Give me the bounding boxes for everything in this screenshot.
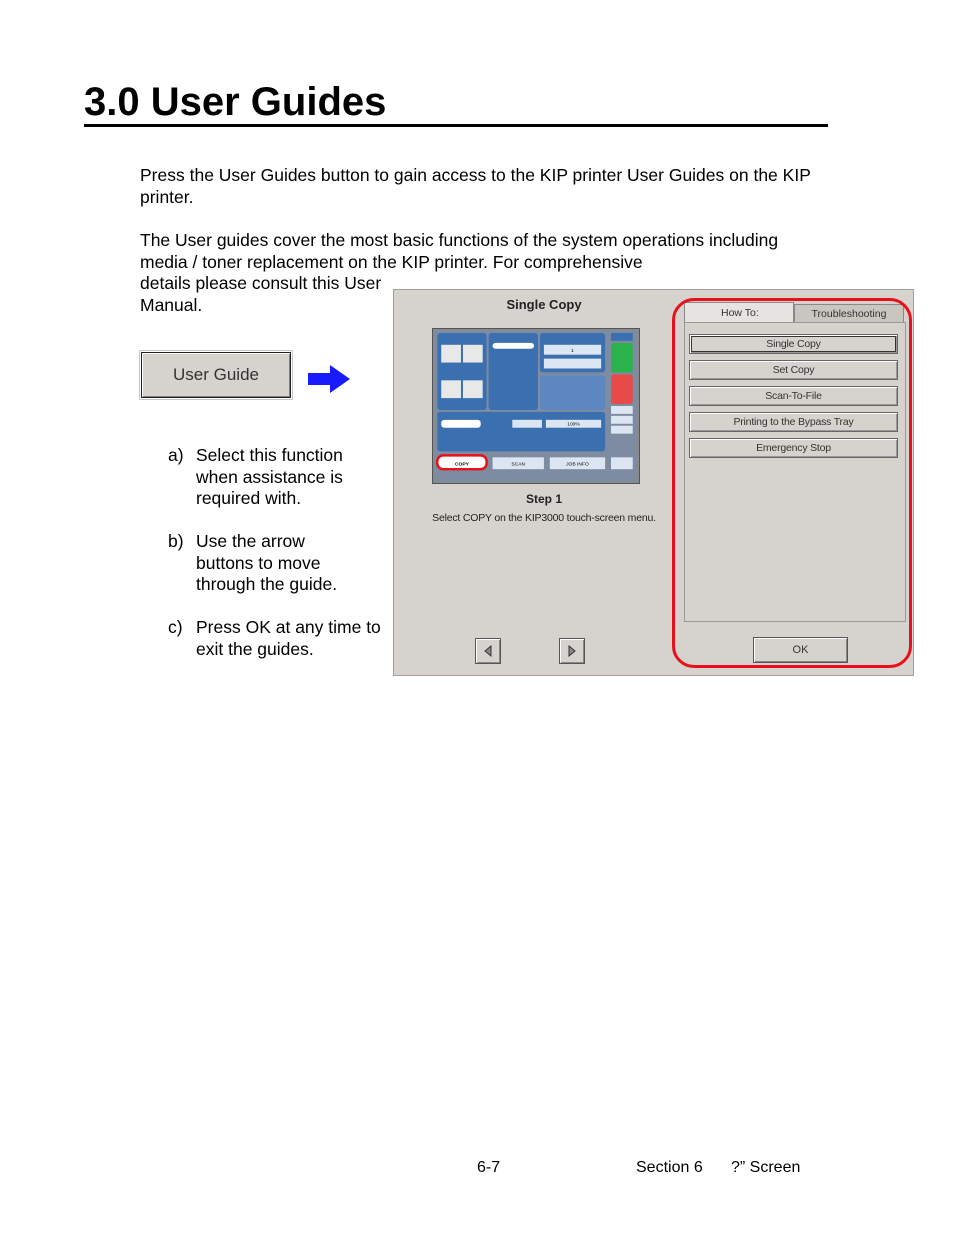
triangle-left-icon <box>483 645 493 657</box>
coverage-paragraph: The User guides cover the most basic functions of the system operations including media / toner replacement on the KIP printer. For comprehensive <box>140 230 779 272</box>
page-title: 3.0 User Guides <box>84 80 387 124</box>
step-item-b <box>168 531 388 601</box>
tab-troubleshooting[interactable]: Troubleshooting <box>794 304 904 322</box>
guide-item-emergency-stop[interactable]: Emergency Stop <box>689 438 898 458</box>
user-guide-button[interactable]: User Guide <box>141 352 291 398</box>
footer-section: Section 6 <box>636 1159 703 1176</box>
title-underline <box>84 124 828 127</box>
guide-item-scan-to-file[interactable]: Scan-To-File <box>689 386 898 406</box>
footer-screen-name: ?” Screen <box>731 1159 801 1176</box>
next-step-button[interactable] <box>559 638 585 664</box>
guide-item-bypass-tray[interactable]: Printing to the Bypass Tray <box>689 412 898 432</box>
guide-item-single-copy[interactable]: Single Copy <box>689 334 898 354</box>
arrow-right-icon <box>306 364 352 394</box>
step-title: Step 1 <box>525 492 562 506</box>
step-letter: c) <box>168 617 183 637</box>
thumb-count-label: 1 <box>571 349 574 355</box>
coverage-paragraph-end: details please consult this User Manual. <box>140 273 382 315</box>
step-letter: b) <box>168 531 184 551</box>
step-text: Use the arrow buttons to move through the guide. <box>196 531 338 594</box>
step-letter: a) <box>168 445 184 465</box>
thumb-copy-label: COPY <box>454 462 469 468</box>
thumb-percent-label: 100% <box>567 422 580 428</box>
thumb-scan-label: SCAN <box>511 462 526 468</box>
previous-step-button[interactable] <box>475 638 501 664</box>
tab-how-to[interactable]: How To: <box>684 302 794 322</box>
touch-screen-thumbnail <box>432 328 640 484</box>
ok-button[interactable]: OK <box>753 637 848 663</box>
guide-title: Single Copy <box>506 297 582 312</box>
intro-paragraph: Press the User Guides button to gain access to the KIP printer User Guides on the KIP printer. <box>140 165 811 207</box>
highlight-annotation <box>672 298 912 668</box>
step-item-c <box>168 617 388 667</box>
step-item-a <box>168 445 388 515</box>
step-description: Select COPY on the KIP3000 touch-screen menu. <box>432 512 656 524</box>
footer-page-number: 6-7 <box>477 1159 501 1176</box>
user-guide-window <box>393 289 914 676</box>
guide-item-set-copy[interactable]: Set Copy <box>689 360 898 380</box>
thumb-jobinfo-label: JOB INFO <box>566 462 589 468</box>
step-text: Press OK at any time to exit the guides. <box>196 617 381 659</box>
step-text: Select this function when assistance is required with. <box>196 445 343 508</box>
triangle-right-icon <box>567 645 577 657</box>
